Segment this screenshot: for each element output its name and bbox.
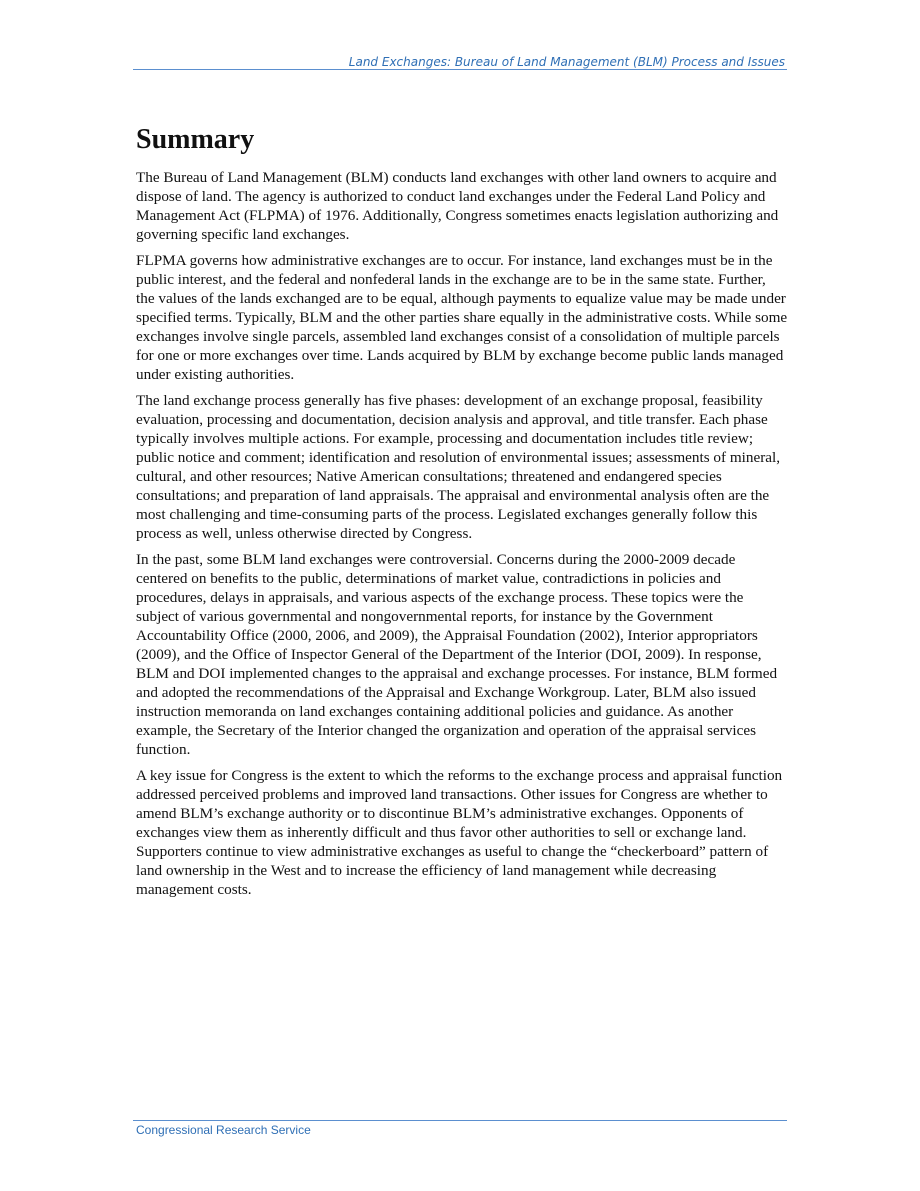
- summary-body: [136, 168, 788, 906]
- summary-paragraph-4: In the past, some BLM land exchanges were controversial. Concerns during the 2000-2009 decade centered on benefits to the public, determinations of market value, contradictions in policies and procedures, delays in appraisals, and various aspects of the exchange process. These topics were the subject of various governmental and nongovernmental reports, for instance by the Government Accountability Office (2000, 2006, and 2009), the Appraisal Foundation (2002), Interior appropriators (2009), and the Office of Inspector General of the Department of the Interior (DOI, 2009). In response, BLM and DOI implemented changes to the appraisal and exchange processes. For instance, BLM formed and adopted the recommendations of the Appraisal and Exchange Workgroup. Later, BLM also issued instruction memoranda on land exchanges containing additional policies and guidance. As another example, the Secretary of the Interior changed the organization and operation of the appraisal services function.: [136, 551, 778, 758]
- summary-paragraph-3: The land exchange process generally has five phases: development of an exchange proposal, feasibility evaluation, processing and documentation, decision analysis and approval, and title transfer. Each phase typically involves multiple actions. For example, processing and documentation includes title review; public notice and comment; identification and resolution of environmental issues; assessments of mineral, cultural, and other resources; Native American consultations; threatened and endangered species consultations; and preparation of land appraisals. The appraisal and environmental analysis often are the most challenging and time-consuming parts of the process. Legislated exchanges generally follow this process as well, unless otherwise directed by Congress.: [136, 392, 781, 542]
- summary-paragraph-2: FLPMA governs how administrative exchanges are to occur. For instance, land exchanges must be in the public interest, and the federal and nonfederal lands in the exchange are to be in the same state. Further, the values of the lands exchanged are to be equal, although payments to equalize value may be made under specified terms. Typically, BLM and the other parties share equally in the administrative costs. While some exchanges involve single parcels, assembled land exchanges consist of a consolidation of multiple parcels for one or more exchanges over time. Lands acquired by BLM by exchange become public lands managed under existing authorities.: [136, 252, 788, 383]
- summary-paragraph-5: A key issue for Congress is the extent to which the reforms to the exchange process and appraisal function addressed perceived problems and improved land transactions. Other issues for Congress are whether to amend BLM’s exchange authority or to discontinue BLM’s administrative exchanges. Opponents of exchanges view them as inherently difficult and thus favor other authorities to sell or exchange land. Supporters continue to view administrative exchanges as useful to change the “checkerboard” pattern of land ownership in the West and to increase the efficiency of land management while decreasing management costs.: [136, 767, 783, 898]
- header-rule: [133, 69, 787, 70]
- footer-rule: [133, 1120, 787, 1121]
- running-header-title: Land Exchanges: Bureau of Land Management (BLM) Process and Issues: [348, 55, 785, 69]
- summary-paragraph-1: The Bureau of Land Management (BLM) conducts land exchanges with other land owners to acquire and dispose of land. The agency is authorized to conduct land exchanges under the Federal Land Policy and Management Act (FLPMA) of 1976. Additionally, Congress sometimes enacts legislation authorizing and governing specific land exchanges.: [136, 169, 779, 243]
- section-title: Summary: [136, 124, 255, 155]
- footer-publisher: Congressional Research Service: [136, 1123, 311, 1137]
